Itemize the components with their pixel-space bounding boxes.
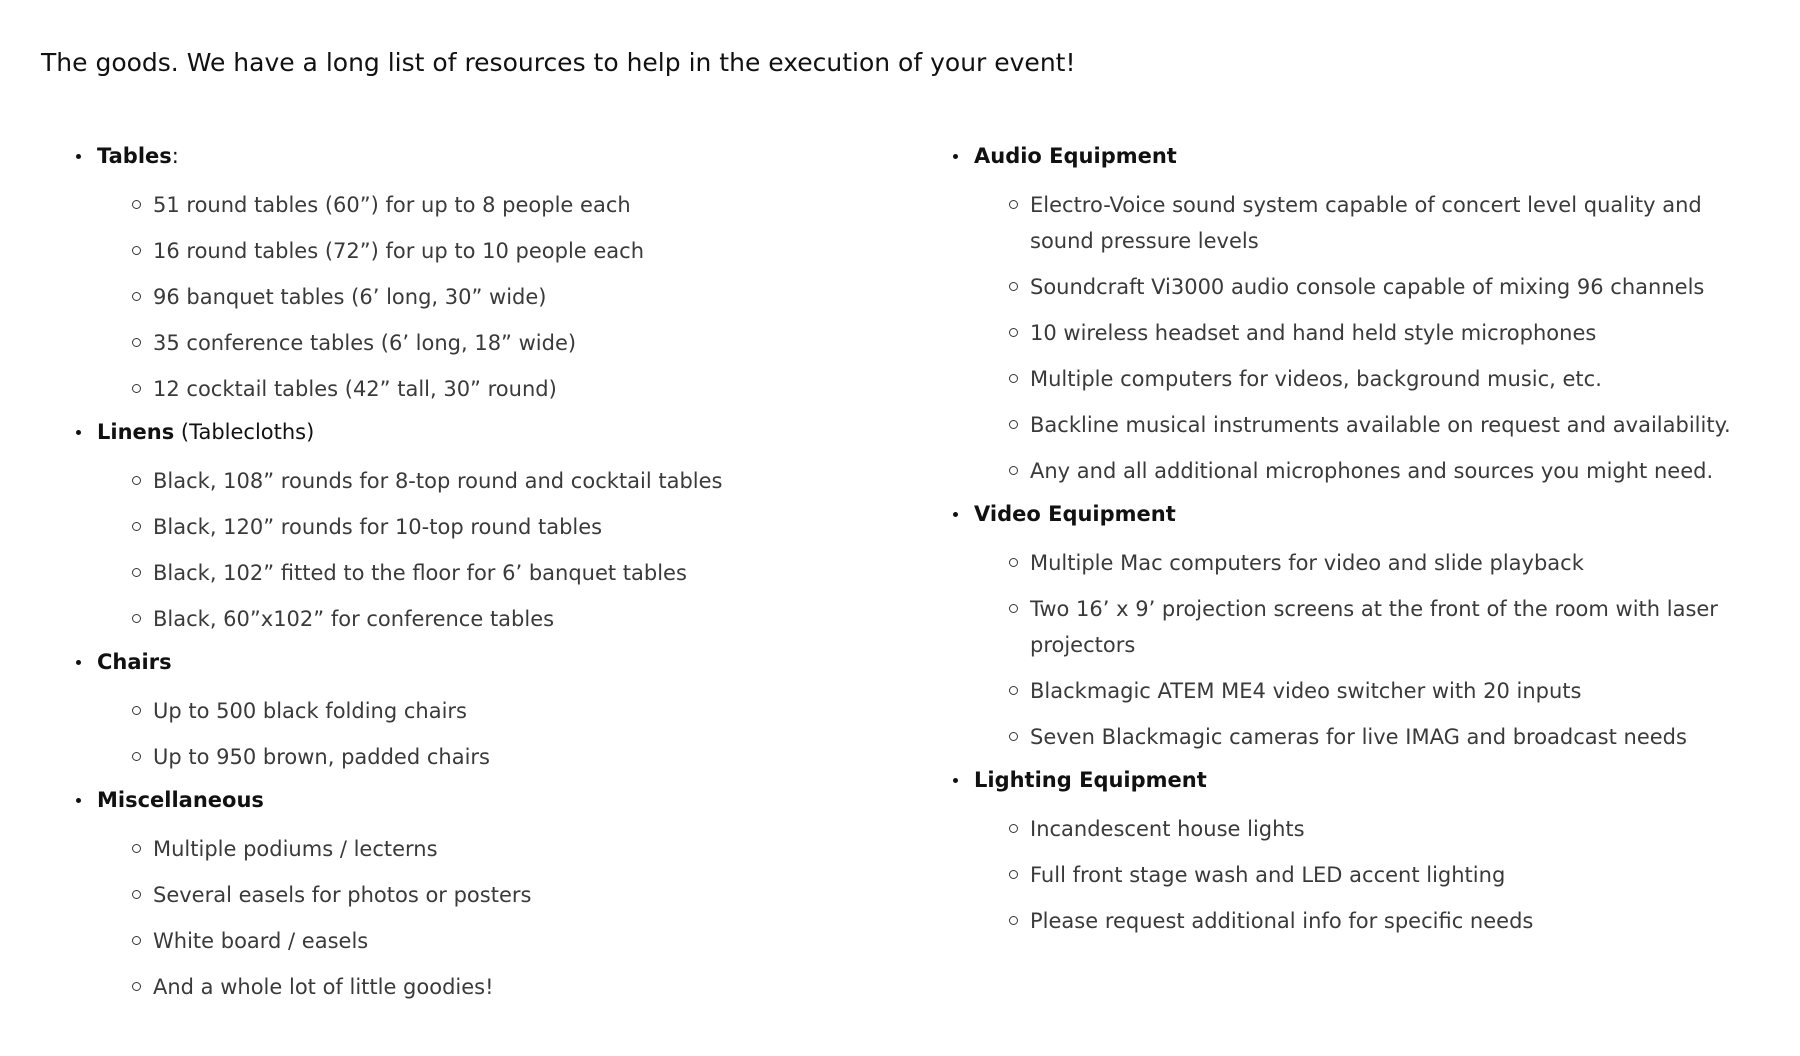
bullet-icon <box>76 660 81 665</box>
circle-bullet-icon <box>1009 558 1018 567</box>
list-item <box>953 269 1753 305</box>
list-item-text: Electro-Voice sound system capable of concert level quality and sound pressure levels <box>1030 193 1702 253</box>
circle-bullet-icon <box>132 384 141 393</box>
list-item <box>76 371 896 407</box>
circle-bullet-icon <box>132 292 141 301</box>
list-item <box>953 719 1753 755</box>
category-heading <box>76 141 896 171</box>
category-name: Chairs <box>97 650 172 674</box>
list-item <box>953 903 1753 939</box>
list-item-text: Seven Blackmagic cameras for live IMAG and broadcast needs <box>1030 725 1687 749</box>
category-note: : <box>171 144 179 168</box>
bullet-icon <box>953 778 958 783</box>
list-item <box>76 233 896 269</box>
list-item <box>953 315 1753 351</box>
list-item <box>953 591 1753 663</box>
list-item <box>76 187 896 223</box>
category-name: Tables <box>97 144 172 168</box>
list-item <box>953 453 1753 489</box>
category-heading <box>76 785 896 815</box>
circle-bullet-icon <box>1009 328 1018 337</box>
list-item <box>953 673 1753 709</box>
category-name: Audio Equipment <box>974 144 1177 168</box>
list-item <box>76 923 896 959</box>
list-item <box>76 877 896 913</box>
circle-bullet-icon <box>132 522 141 531</box>
bullet-icon <box>76 798 81 803</box>
list-item-text: 16 round tables (72”) for up to 10 people each <box>153 239 645 263</box>
list-item-text: Backline musical instruments available on request and availability. <box>1030 413 1731 437</box>
list-item-text: Multiple computers for videos, background music, etc. <box>1030 367 1602 391</box>
bullet-icon <box>953 154 958 159</box>
circle-bullet-icon <box>1009 870 1018 879</box>
list-item-text: Any and all additional microphones and sources you might need. <box>1030 459 1714 483</box>
list-item <box>953 545 1753 581</box>
list-item <box>76 739 896 775</box>
list-item <box>76 279 896 315</box>
circle-bullet-icon <box>1009 200 1018 209</box>
circle-bullet-icon <box>1009 282 1018 291</box>
list-item-text: Multiple podiums / lecterns <box>153 837 438 861</box>
list-item-text: Black, 108” rounds for 8-top round and cocktail tables <box>153 469 723 493</box>
circle-bullet-icon <box>132 246 141 255</box>
circle-bullet-icon <box>132 200 141 209</box>
circle-bullet-icon <box>132 982 141 991</box>
list-item <box>953 361 1753 397</box>
list-item-text: Soundcraft Vi3000 audio console capable of mixing 96 channels <box>1030 275 1705 299</box>
list-item-text: Several easels for photos or posters <box>153 883 532 907</box>
list-item-text: Incandescent house lights <box>1030 817 1305 841</box>
list-item <box>953 857 1753 893</box>
list-item <box>76 509 896 545</box>
list-item-text: Blackmagic ATEM ME4 video switcher with 20 inputs <box>1030 679 1582 703</box>
list-item-text: Multiple Mac computers for video and slide playback <box>1030 551 1584 575</box>
category-heading <box>953 499 1753 529</box>
list-item <box>76 601 896 637</box>
resources-column-right <box>953 141 1753 949</box>
circle-bullet-icon <box>1009 420 1018 429</box>
list-item <box>76 463 896 499</box>
list-item-text: Black, 102” fitted to the floor for 6’ banquet tables <box>153 561 687 585</box>
circle-bullet-icon <box>132 890 141 899</box>
list-item <box>953 407 1753 443</box>
list-item-text: Black, 120” rounds for 10-top round tables <box>153 515 603 539</box>
list-item <box>953 187 1753 259</box>
circle-bullet-icon <box>132 936 141 945</box>
category-heading <box>76 647 896 677</box>
list-item-text: 10 wireless headset and hand held style microphones <box>1030 321 1597 345</box>
bullet-icon <box>76 430 81 435</box>
circle-bullet-icon <box>1009 916 1018 925</box>
circle-bullet-icon <box>1009 732 1018 741</box>
circle-bullet-icon <box>132 476 141 485</box>
category-heading <box>76 417 896 447</box>
list-item-text: And a whole lot of little goodies! <box>153 975 494 999</box>
list-item-text: 96 banquet tables (6’ long, 30” wide) <box>153 285 547 309</box>
list-item-text: Full front stage wash and LED accent lighting <box>1030 863 1506 887</box>
circle-bullet-icon <box>1009 824 1018 833</box>
circle-bullet-icon <box>132 614 141 623</box>
list-item <box>76 555 896 591</box>
list-item-text: Up to 500 black folding chairs <box>153 699 467 723</box>
list-item-text: 35 conference tables (6’ long, 18” wide) <box>153 331 577 355</box>
list-item <box>76 831 896 867</box>
category-name: Linens <box>97 420 175 444</box>
list-item <box>953 811 1753 847</box>
list-item-text: 51 round tables (60”) for up to 8 people each <box>153 193 631 217</box>
circle-bullet-icon <box>132 568 141 577</box>
list-item-text: White board / easels <box>153 929 369 953</box>
circle-bullet-icon <box>132 752 141 761</box>
circle-bullet-icon <box>132 338 141 347</box>
circle-bullet-icon <box>132 706 141 715</box>
list-item-text: Up to 950 brown, padded chairs <box>153 745 490 769</box>
circle-bullet-icon <box>132 844 141 853</box>
page-title: The goods. We have a long list of resources to help in the execution of your event! <box>41 48 1076 77</box>
list-item-text: 12 cocktail tables (42” tall, 30” round) <box>153 377 557 401</box>
circle-bullet-icon <box>1009 604 1018 613</box>
list-item <box>76 325 896 361</box>
circle-bullet-icon <box>1009 686 1018 695</box>
category-name: Lighting Equipment <box>974 768 1207 792</box>
category-name: Miscellaneous <box>97 788 264 812</box>
list-item-text: Black, 60”x102” for conference tables <box>153 607 555 631</box>
list-item-text: Please request additional info for specific needs <box>1030 909 1534 933</box>
category-heading <box>953 765 1753 795</box>
resources-column-left <box>76 141 896 1015</box>
list-item-text: Two 16’ x 9’ projection screens at the front of the room with laser projectors <box>1030 597 1718 657</box>
category-heading <box>953 141 1753 171</box>
bullet-icon <box>76 154 81 159</box>
list-item <box>76 693 896 729</box>
category-name: Video Equipment <box>974 502 1176 526</box>
list-item <box>76 969 896 1005</box>
bullet-icon <box>953 512 958 517</box>
circle-bullet-icon <box>1009 374 1018 383</box>
circle-bullet-icon <box>1009 466 1018 475</box>
category-note: (Tablecloths) <box>174 420 315 444</box>
